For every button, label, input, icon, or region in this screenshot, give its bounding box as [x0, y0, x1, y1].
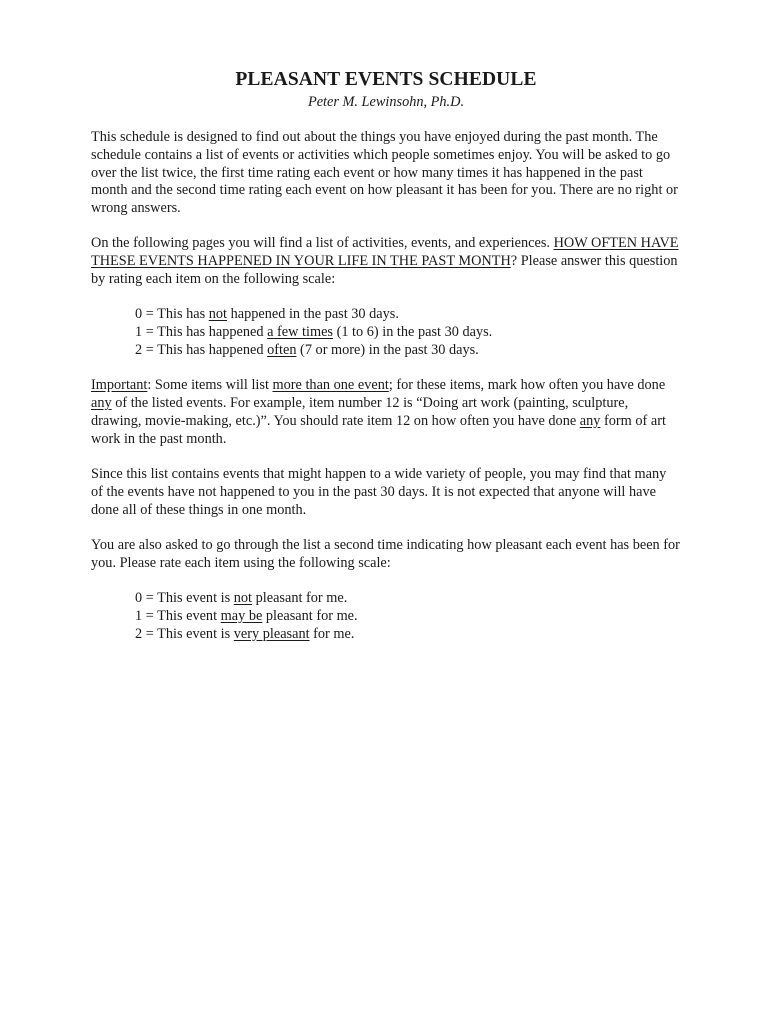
frequency-scale: [91, 306, 681, 359]
scale-text: 1 = This has happened: [135, 324, 268, 341]
how-often-text-pre: On the following pages you will find a list of activities, events, and experiences.: [91, 235, 554, 252]
pleasantness-scale: [91, 590, 681, 643]
scale-text: (7 or more) in the past 30 days.: [296, 341, 479, 358]
how-often-paragraph: [91, 235, 681, 288]
important-text: ; for these items, mark how often you have done: [388, 377, 666, 394]
scale-text: for me.: [309, 625, 355, 642]
scale-text: 2 = This has happened: [135, 341, 268, 358]
variety-paragraph: Since this list contains events that might happen to a wide variety of people, you may find that many of the events have not happened to you in the past 30 days. It is not expected that anyone will have done all of these things in one month.: [91, 465, 667, 518]
important-emphasis: any: [91, 395, 112, 412]
frequency-scale-item-0: [135, 306, 681, 324]
scale-emphasis: may be: [220, 607, 263, 624]
important-text: of the listed events. For example, item number 12 is “Doing art work (painting, sculpture, drawing, movie-making, etc.)”. You should rate item 12 on how often you have done: [91, 395, 629, 429]
scale-emphasis: a few times: [267, 324, 333, 341]
important-label: Important: [91, 377, 148, 394]
important-paragraph: [91, 377, 681, 448]
scale-text: happened in the past 30 days.: [227, 306, 399, 323]
scale-emphasis: not: [233, 589, 253, 606]
intro-paragraph: This schedule is designed to find out about the things you have enjoyed during the past month. The schedule contains a list of events or activities which people sometimes enjoy. You will be asked to go over the list twice, the first time rating each event or how many times it has happened in the past month and the second time rating each event on how pleasant it has been for you. There are no right or wrong answers.: [91, 129, 678, 217]
important-emphasis: more than one event: [272, 377, 389, 394]
scale-text: 0 = This event is: [135, 589, 234, 606]
scale-emphasis: not: [208, 306, 228, 323]
important-text: form of art work in the past month.: [91, 412, 666, 447]
pleasantness-scale-item-0: [135, 590, 681, 608]
important-emphasis: any: [579, 412, 601, 429]
scale-text: pleasant for me.: [262, 607, 358, 624]
scale-text: 1 = This event: [135, 607, 221, 624]
pleasantness-scale-item-2: [135, 626, 681, 644]
scale-text: (1 to 6) in the past 30 days.: [333, 324, 493, 341]
scale-text: 2 = This event is: [135, 625, 234, 642]
frequency-scale-item-1: [135, 324, 681, 342]
how-often-question: HOW OFTEN HAVE THESE EVENTS HAPPENED IN YOUR LIFE IN THE PAST MONTH: [91, 235, 679, 270]
scale-text: 0 = This has: [135, 306, 209, 323]
pleasantness-scale-item-1: [135, 608, 681, 626]
scale-text: pleasant for me.: [252, 589, 348, 606]
document-page: [91, 68, 681, 643]
second-pass-paragraph: You are also asked to go through the list a second time indicating how pleasant each event has been for you. Please rate each item using the following scale:: [91, 536, 680, 571]
scale-emphasis: often: [267, 341, 297, 358]
scale-emphasis: very pleasant: [233, 625, 310, 642]
author-line: Peter M. Lewinsohn, Ph.D.: [307, 94, 465, 110]
frequency-scale-item-2: [135, 342, 681, 360]
how-often-text-post: ? Please answer this question by rating each item on the following scale:: [91, 253, 678, 288]
document-title: PLEASANT EVENTS SCHEDULE: [235, 69, 537, 90]
important-text: : Some items will list: [147, 377, 273, 394]
